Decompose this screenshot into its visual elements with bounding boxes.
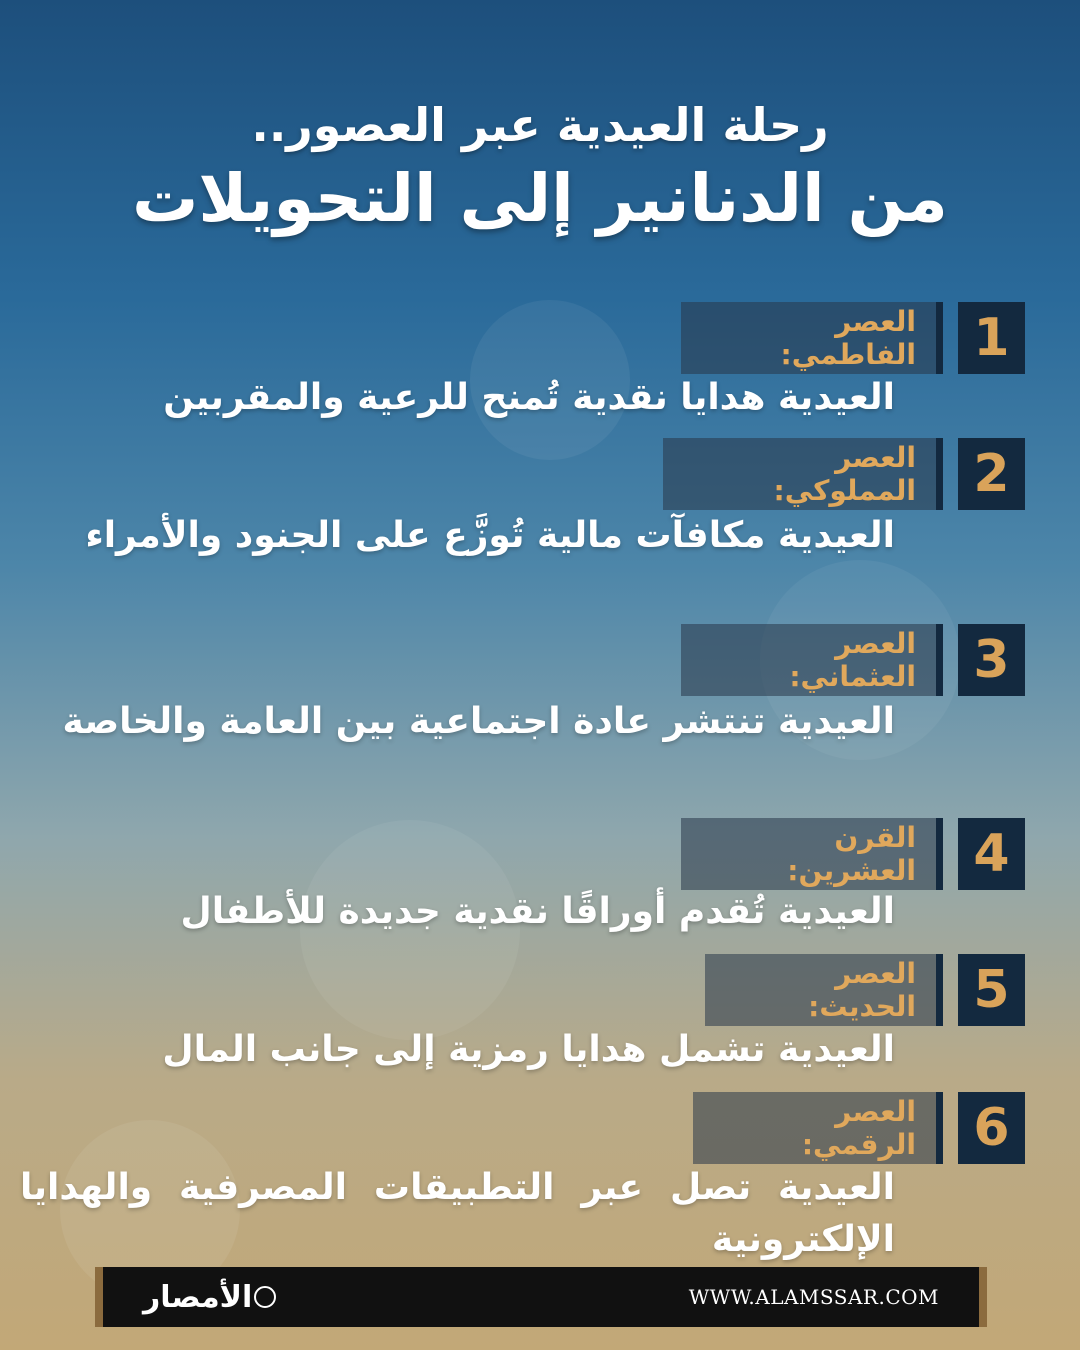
era-number: 2 [958, 438, 1025, 510]
era-label: القرن العشرين: [787, 821, 916, 887]
era-description: العيدية تُقدم أوراقًا نقدية جديدة للأطفال [180, 891, 895, 932]
era-number: 4 [958, 818, 1025, 890]
era-label-box [681, 302, 943, 374]
globe-icon [254, 1286, 276, 1308]
era-label: العصر العثماني: [789, 627, 916, 693]
era-label: العصر الحديث: [808, 957, 916, 1023]
era-label: العصر الفاطمي: [780, 305, 916, 371]
era-description: العيدية تشمل هدايا رمزية إلى جانب المال [162, 1029, 895, 1070]
era-item [75, 302, 1025, 422]
era-label-box [693, 1092, 943, 1164]
era-label-box [663, 438, 943, 510]
era-label-box [681, 818, 943, 890]
era-item [20, 1092, 1025, 1262]
brand-logo [143, 1275, 278, 1319]
era-number: 1 [958, 302, 1025, 374]
era-item [75, 438, 1025, 618]
era-description: العيدية مكافآت مالية تُوزَّع على الجنود والأمراء [85, 515, 895, 556]
era-description: العيدية تصل عبر التطبيقات المصرفية والهدايا الإلكترونية [20, 1167, 895, 1260]
era-label: العصر الرقمي: [801, 1095, 916, 1161]
era-label-box [681, 624, 943, 696]
era-item [62, 624, 1025, 804]
era-number: 5 [958, 954, 1025, 1026]
era-number: 3 [958, 624, 1025, 696]
era-description: العيدية هدايا نقدية تُمنح للرعية والمقربين [163, 377, 895, 418]
era-label: العصر المملوكي: [773, 441, 916, 507]
website-url[interactable]: WWW.ALAMSSAR.COM [688, 1285, 939, 1309]
era-item [75, 954, 1025, 1074]
footer-bar [95, 1267, 987, 1327]
era-number: 6 [958, 1092, 1025, 1164]
title-line-1: رحلة العيدية عبر العصور.. [251, 98, 829, 152]
era-description: العيدية تنتشر عادة اجتماعية بين العامة والخاصة [62, 701, 895, 742]
era-item [75, 818, 1025, 938]
era-label-box [705, 954, 943, 1026]
logo-text: الأمصار [143, 1279, 253, 1315]
title-line-2: من الدنانير إلى التحويلات [132, 160, 948, 237]
